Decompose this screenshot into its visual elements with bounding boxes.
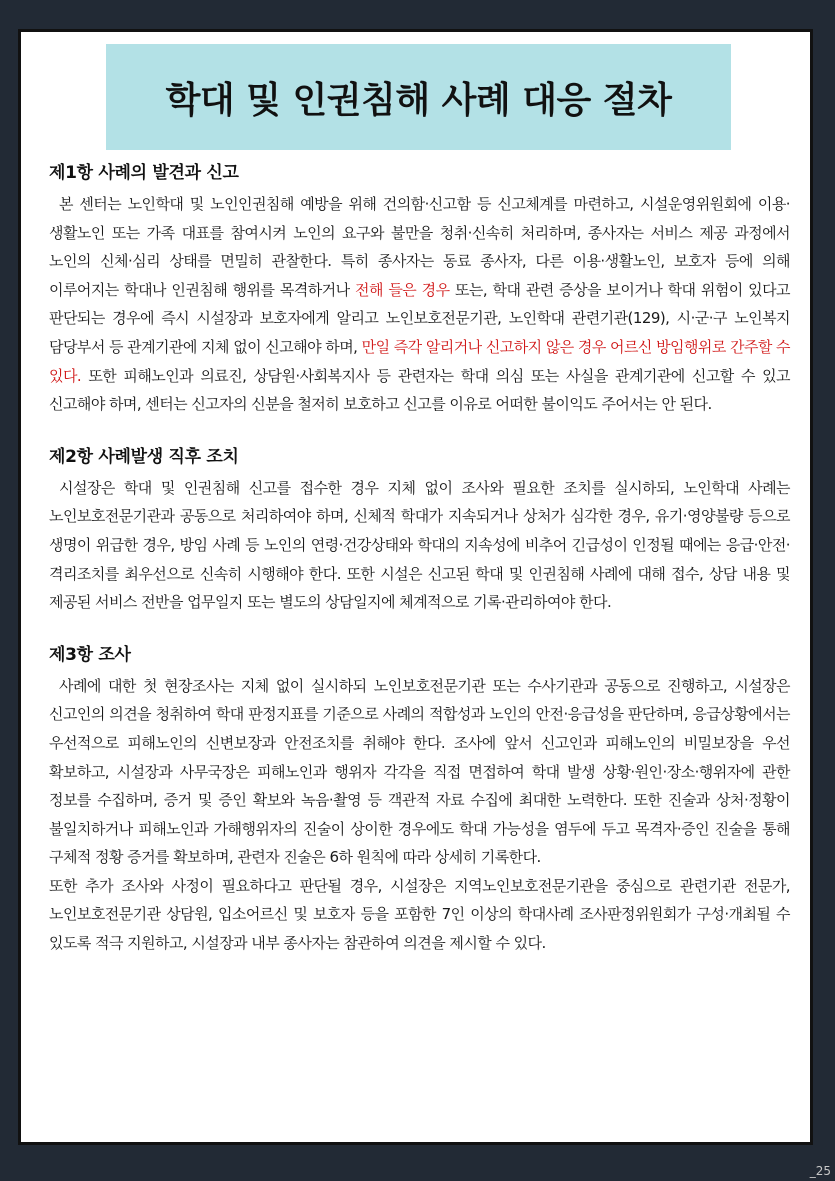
document-body bbox=[49, 160, 790, 983]
section-heading: 제2항 사례발생 직후 조치 bbox=[49, 446, 239, 467]
section-heading: 제1항 사례의 발견과 신고 bbox=[49, 163, 239, 183]
section-paragraph: 사례에 대한 첫 현장조사는 지체 없이 실시하되 노인보호전문기관 또는 수사기관과 공동으로 진행하고, 시설장은 신고인의 의견을 청취하여 학대 판정지표를 기준으로 사례의 적합성과 노인의 안전·응급성을 판단하며, 응급상황에서는 우선적으로 피해노인의 신변보장과 안전조치를 취해야 한다. 조사에 앞서 신고인과 피해노인의 비밀보장을 우선 확보하고, 시설장과 사무국장은 피해노인과 행위자 각각을 직접 면접하여 학대 발생 상황·원인·장소·행위자에 관한 정보를 수집하며, 증거 및 증인 확보와 녹음·촬영 등 객관적 자료 수집에 최대한 노력한다. 또한 진술과 상처·정황이 불일치하거나 피해노인과 가해행위자의 진술이 상이한 경우에도 학대 가능성을 염두에 두고 목격자·증인 진술을 통해 구체적 정황 증거를 확보하며, 관련자 진술은 6하 원칙에 따라 상세히 기록한다. bbox=[49, 676, 790, 867]
paragraph-text: 또는, 학대 관련 증상을 보이거나 학대 위험이 있다고 판단되는 경우에 즉시 시설장과 보호자에게 알리고 노인보호전문기관, 노인학대 관련기관(129), 시·군·구 노인복지 담당부서 등 관계기관에 지체 없이 신고해야 하며, bbox=[49, 280, 790, 356]
section-1 bbox=[49, 160, 790, 419]
paragraph-text: 본 센터는 노인학대 및 노인인권침해 예방을 위해 건의함·신고함 등 신고체계를 마련하고, 시설운영위원회에 이용·생활노인 또는 가족 대표를 참여시켜 노인의 요구와 불만을 청취·신속히 처리하며, 종사자는 서비스 제공 과정에서 노인의 신체·심리 상태를 면밀히 관찰한다. 특히 종사자는 동료 종사자, 다른 이용·생활노인, 보호자 등에 의해 이루어지는 학대나 인권침해 행위를 목격하거나 bbox=[49, 195, 790, 299]
section-3 bbox=[49, 642, 790, 958]
section-paragraph: 또한 추가 조사와 사정이 필요하다고 판단될 경우, 시설장은 지역노인보호전문기관을 중심으로 관련기관 전문가, 노인보호전문기관 상담원, 입소어르신 및 보호자 등을 포함한 7인 이상의 학대사례 조사판정위원회가 구성·개최될 수 있도록 적극 지원하고, 시설장과 내부 종사자는 참관하여 의견을 제시할 수 있다. bbox=[49, 876, 790, 953]
section-heading: 제3항 조사 bbox=[49, 644, 131, 665]
document-page bbox=[18, 29, 813, 1145]
section-2 bbox=[49, 444, 790, 617]
section-paragraph: 시설장은 학대 및 인권침해 신고를 접수한 경우 지체 없이 조사와 필요한 조치를 실시하되, 노인학대 사례는 노인보호전문기관과 공동으로 처리하여야 하며, 신체적 학대가 지속되거나 상처가 심각한 경우, 유기·영양불량 등으로 생명이 위급한 경우, 방임 사례 등 노인의 연령·건강상태와 학대의 지속성에 비추어 긴급성이 인정될 때에는 응급·안전·격리조치를 최우선으로 신속히 시행해야 한다. 또한 시설은 신고된 학대 및 인권침해 사례에 대해 접수, 상담 내용 및 제공된 서비스 전반을 업무일지 또는 별도의 상담일지에 체계적으로 기록·관리하여야 한다. bbox=[49, 478, 790, 612]
paragraph-text: 또한 피해노인과 의료진, 상담원·사회복지사 등 관련자는 학대 의심 또는 사실을 관계기관에 신고할 수 있고 신고해야 하며, 센터는 신고자의 신분을 철저히 보호하고 신고를 이유로 어떠한 불이익도 주어서는 안 된다. bbox=[49, 366, 790, 414]
highlighted-text: 전해 들은 경우 bbox=[355, 280, 450, 299]
page-title: 학대 및 인권침해 사례 대응 절차 bbox=[165, 79, 672, 121]
title-banner bbox=[106, 44, 731, 150]
section-paragraph bbox=[49, 190, 790, 419]
page-number: _25 bbox=[809, 1164, 831, 1178]
highlighted-text: 만일 즉각 알리거나 신고하지 않은 경우 어르신 방임행위로 간주할 수 있다. bbox=[49, 337, 790, 385]
